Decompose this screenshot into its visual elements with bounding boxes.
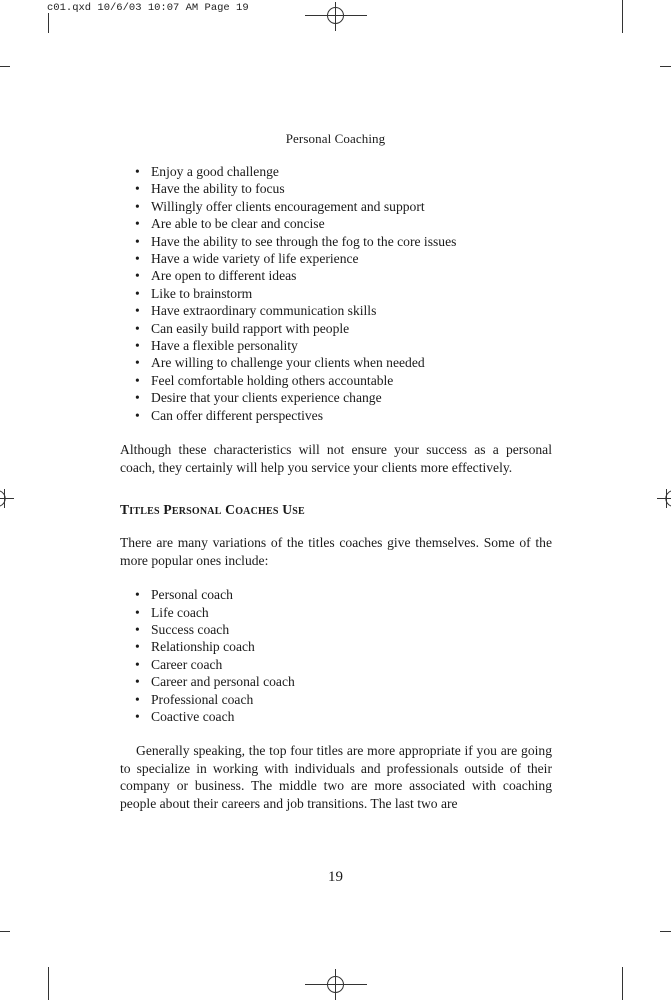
list-item: • Professional coach (120, 691, 552, 708)
registration-mark-top (305, 2, 367, 31)
list-item: • Personal coach (120, 586, 552, 603)
list-item: • Desire that your clients experience change (120, 389, 552, 406)
list-item: • Success coach (120, 621, 552, 638)
list-item: • Have the ability to focus (120, 180, 552, 197)
print-slug: c01.qxd 10/6/03 10:07 AM Page 19 (47, 2, 249, 14)
list-item: • Have a wide variety of life experience (120, 250, 552, 267)
list-item: • Career coach (120, 656, 552, 673)
list-item: • Life coach (120, 604, 552, 621)
list-item: • Enjoy a good challenge (120, 163, 552, 180)
body-text (120, 163, 552, 812)
list-item: • Have the ability to see through the fog to the core issues (120, 233, 552, 250)
list-item: • Have extraordinary communication skills (120, 302, 552, 319)
list-item: • Can offer different perspectives (120, 407, 552, 424)
registration-mark-bottom (305, 969, 367, 1000)
list-item: • Career and personal coach (120, 673, 552, 690)
list-item: • Relationship coach (120, 638, 552, 655)
registration-mark-left (0, 489, 14, 508)
list-item: • Have a flexible personality (120, 337, 552, 354)
closing-paragraph: Generally speaking, the top four titles are more appropriate if you are going to specialize in working with individuals and professionals outside of their company or business. The middle two are more associated with coaching people about their careers and job transitions. The last two are (120, 743, 552, 811)
page-number: 19 (328, 869, 343, 885)
characteristics-list (120, 163, 552, 424)
list-item: • Coactive coach (120, 708, 552, 725)
summary-paragraph: Although these characteristics will not ensure your success as a personal coach, they certainly will help you service your clients more effectively. (120, 442, 552, 475)
list-item: • Are able to be clear and concise (120, 215, 552, 232)
list-item: • Can easily build rapport with people (120, 320, 552, 337)
intro-paragraph: There are many variations of the titles coaches give themselves. Some of the more popular ones include: (120, 535, 552, 568)
titles-list (120, 586, 552, 725)
running-head: Personal Coaching (285, 131, 386, 146)
list-item: • Feel comfortable holding others accountable (120, 372, 552, 389)
list-item: • Willingly offer clients encouragement and support (120, 198, 552, 215)
list-item: • Are willing to challenge your clients when needed (120, 354, 552, 371)
list-item: • Are open to different ideas (120, 267, 552, 284)
section-heading: Titles Personal Coaches Use (120, 501, 305, 517)
list-item: • Like to brainstorm (120, 285, 552, 302)
registration-mark-right (657, 489, 671, 508)
